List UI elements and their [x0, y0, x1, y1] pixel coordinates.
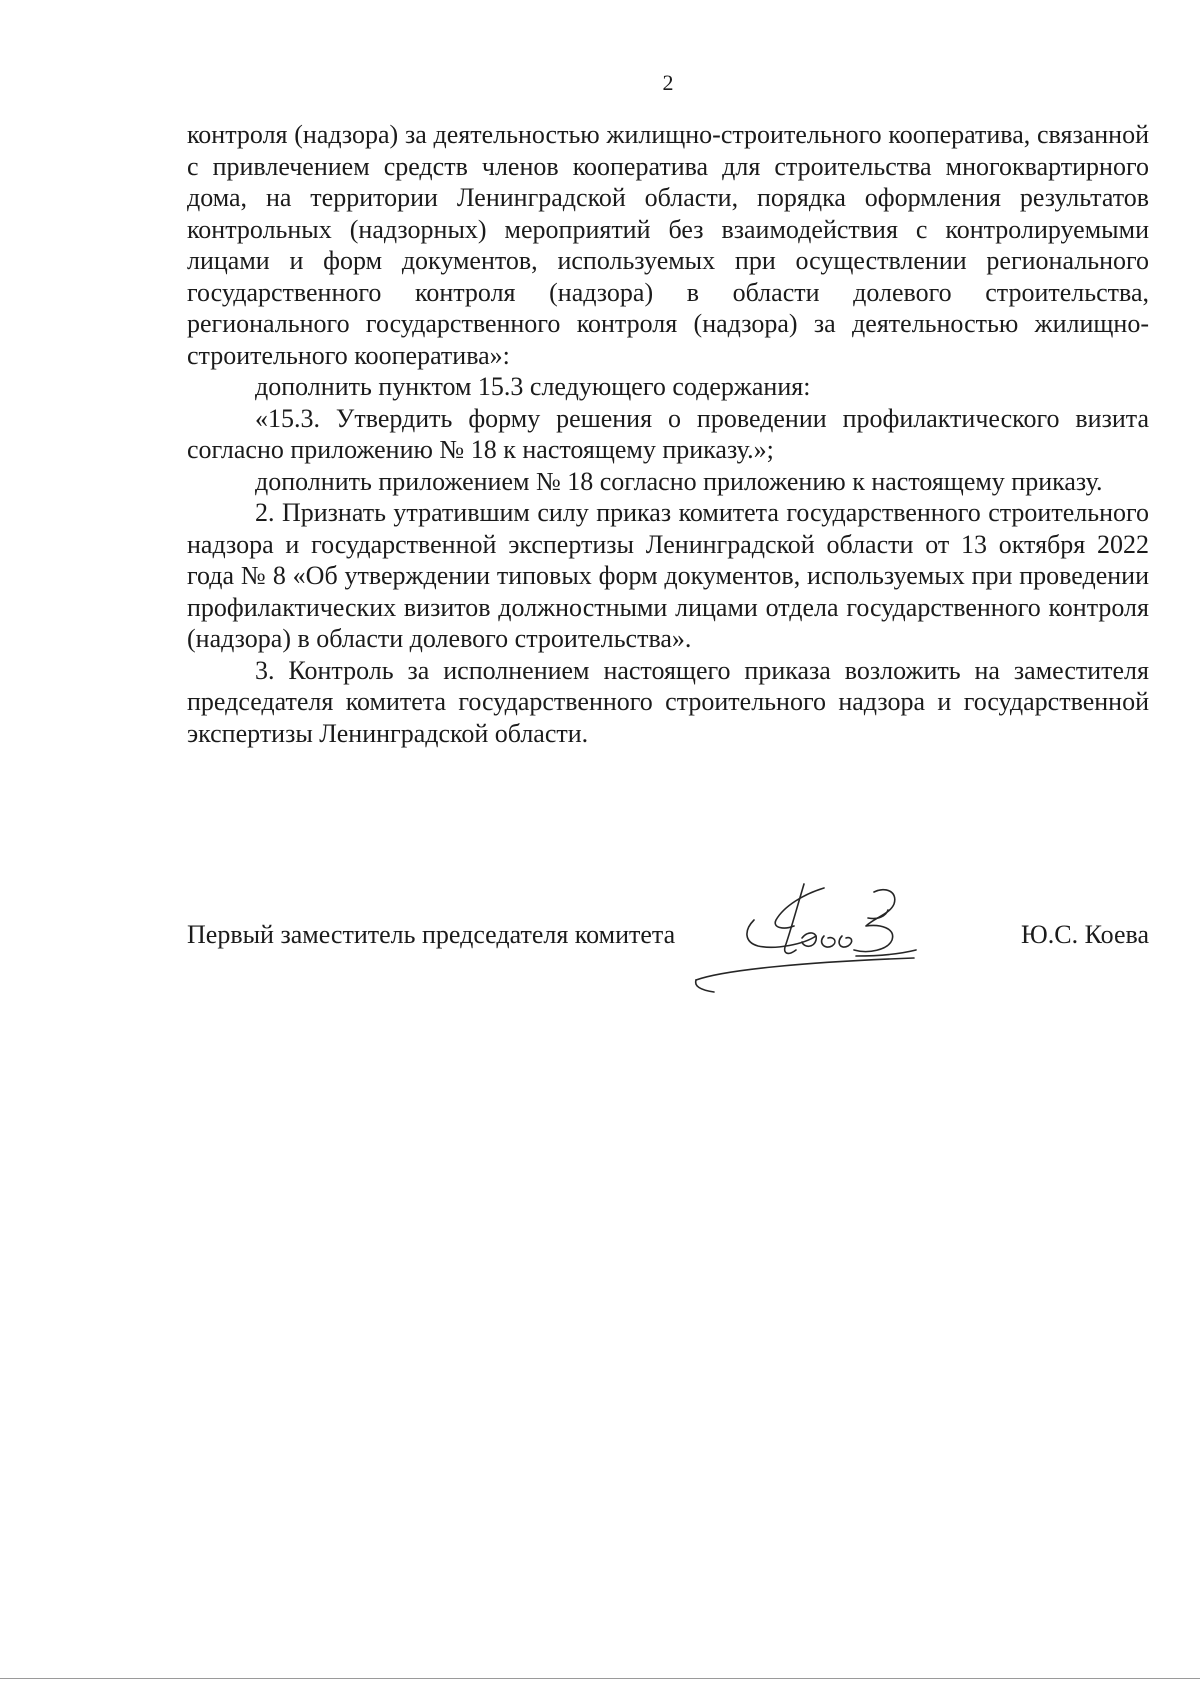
signatory-position: Первый заместитель председателя комитета [187, 920, 676, 949]
paragraph-preamble-continuation: контроля (надзора) за деятельностью жилищно-строительного кооператива, связанной с привлечением средств членов кооператива для строительства многоквартирного дома, на территории Ленинградской области, порядка оформления результатов контрольных (надзорных) мероприятий без взаимодействия с контролируемыми лицами и форм документов, используемых при осуществлении регионального государственного контроля (надзора) в области долевого строительства, регионального государственного контроля (надзора) за деятельностью жилищно-строительного кооператива»: [187, 120, 1149, 370]
paragraph-item-15-3: «15.3. Утвердить форму решения о проведении профилактического визита согласно приложению № 18 к настоящему приказу.»; [187, 403, 1149, 464]
page-bottom-edge [0, 1678, 1200, 1679]
paragraph-add-appendix: дополнить приложением № 18 согласно приложению к настоящему приказу. [255, 466, 1103, 496]
paragraph-add-item: дополнить пунктом 15.3 следующего содержания: [255, 372, 811, 401]
paragraph-item-2: 2. Признать утратившим силу приказ комитета государственного строительного надзора и государственной экспертизы Ленинградской области от 13 октября 2022 года № 8 «Об утверждении типовых форм документов, используемых при проведении профилактических визитов должностными лицами отдела государственного контроля (надзора) в области долевого строительства». [187, 498, 1149, 653]
page-number: 2 [662, 70, 674, 95]
signatory-name: Ю.С. Коева [1021, 920, 1149, 949]
document-body [187, 119, 1149, 749]
handwritten-signature [684, 880, 964, 1000]
paragraph-item-3: 3. Контроль за исполнением настоящего приказа возложить на заместителя председателя комитета государственного строительного надзора и государственной экспертизы Ленинградской области. [187, 655, 1149, 748]
signature-block [187, 920, 1149, 960]
